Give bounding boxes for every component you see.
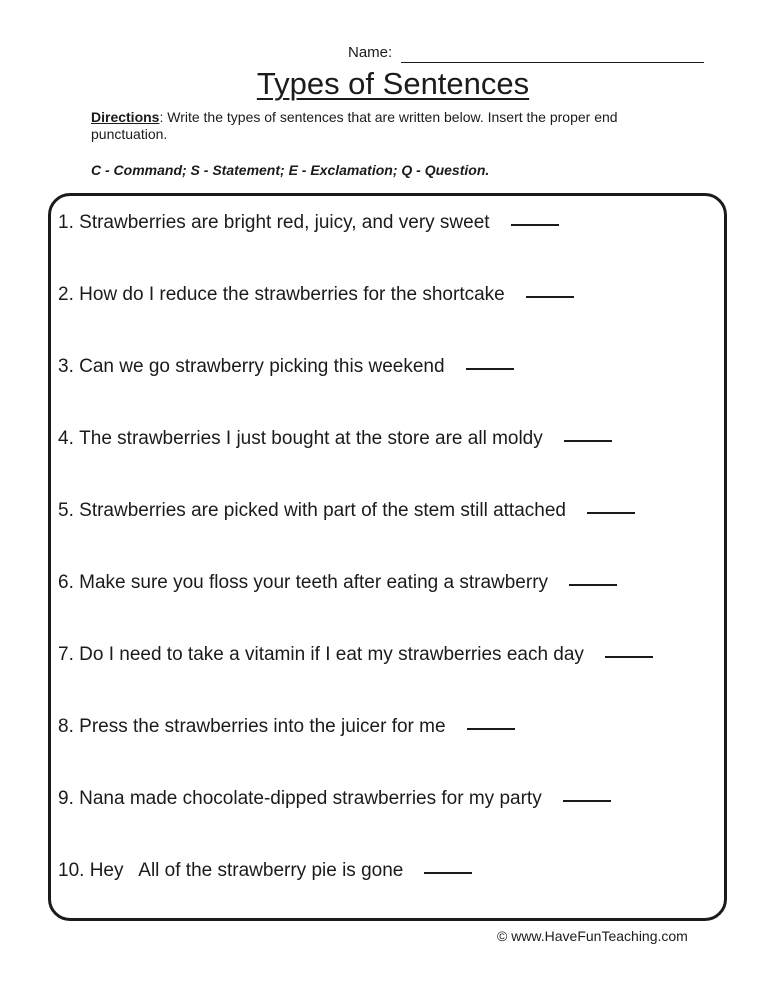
question-7	[58, 644, 653, 666]
question-number: 6.	[58, 572, 74, 593]
answer-blank[interactable]	[526, 295, 574, 298]
question-9	[58, 788, 611, 810]
copyright-footer: © www.HaveFunTeaching.com	[497, 928, 688, 944]
directions-text: : Write the types of sentences that are written below. Insert the proper end punctuation.	[91, 109, 618, 142]
question-number: 5.	[58, 500, 74, 521]
question-number: 1.	[58, 212, 74, 233]
question-text: Strawberries are bright red, juicy, and very sweet	[79, 212, 490, 233]
directions	[91, 109, 671, 143]
question-8	[58, 716, 515, 738]
question-4	[58, 428, 612, 450]
answer-blank[interactable]	[605, 655, 653, 658]
question-1	[58, 212, 559, 234]
question-number: 7.	[58, 644, 74, 665]
question-number: 3.	[58, 356, 74, 377]
name-field-line[interactable]	[401, 62, 704, 63]
question-text: How do I reduce the strawberries for the shortcake	[79, 284, 505, 305]
answer-blank[interactable]	[563, 799, 611, 802]
question-3	[58, 356, 514, 378]
question-number: 2.	[58, 284, 74, 305]
question-6	[58, 572, 617, 594]
answer-blank[interactable]	[564, 439, 612, 442]
question-text: Can we go strawberry picking this weekend	[79, 356, 445, 377]
directions-label: Directions	[91, 109, 160, 125]
question-text: Do I need to take a vitamin if I eat my strawberries each day	[79, 644, 584, 665]
answer-blank[interactable]	[424, 871, 472, 874]
question-number: 8.	[58, 716, 74, 737]
question-text: Hey All of the strawberry pie is gone	[89, 860, 404, 881]
answer-blank[interactable]	[511, 223, 559, 226]
question-text: Press the strawberries into the juicer for me	[79, 716, 446, 737]
question-number: 9.	[58, 788, 74, 809]
answer-key-legend: C - Command; S - Statement; E - Exclamation; Q - Question.	[91, 162, 490, 178]
answer-blank[interactable]	[587, 511, 635, 514]
name-label: Name:	[348, 44, 393, 61]
answer-blank[interactable]	[569, 583, 617, 586]
answer-blank[interactable]	[466, 367, 514, 370]
question-number: 4.	[58, 428, 74, 449]
question-text: Make sure you floss your teeth after eating a strawberry	[79, 572, 549, 593]
answer-blank[interactable]	[467, 727, 515, 730]
question-10	[58, 860, 472, 882]
question-text: The strawberries I just bought at the store are all moldy	[79, 428, 543, 449]
question-text: Nana made chocolate-dipped strawberries for my party	[79, 788, 542, 809]
worksheet-title: Types of Sentences	[256, 66, 530, 101]
question-2	[58, 284, 574, 306]
question-text: Strawberries are picked with part of the stem still attached	[79, 500, 566, 521]
question-number: 10.	[58, 860, 85, 881]
question-5	[58, 500, 635, 522]
